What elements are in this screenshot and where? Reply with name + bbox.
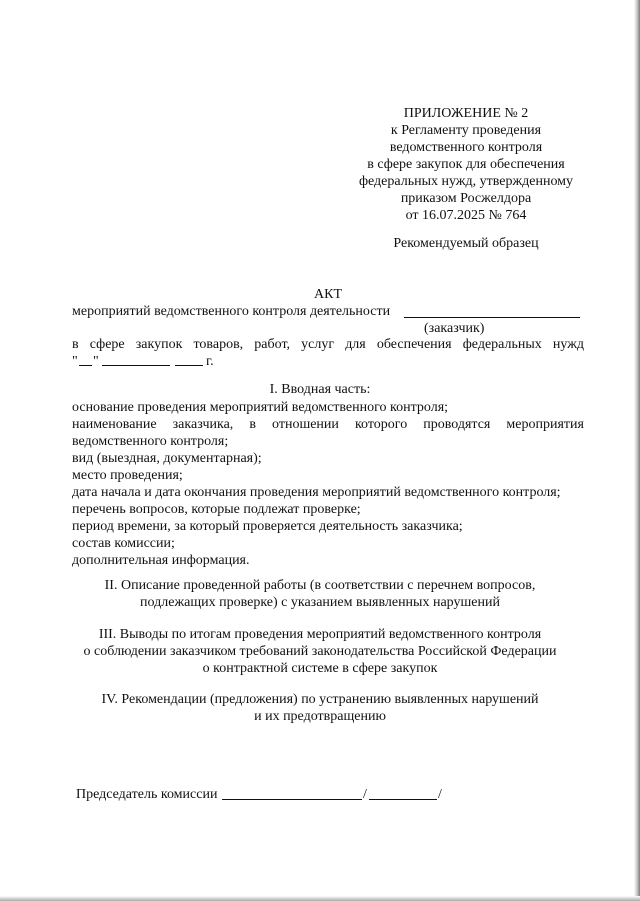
scope-word: товаров, (193, 337, 244, 352)
scope-word: услуг (301, 337, 335, 352)
section-3-line: о соблюдении заказчиком требований законодательства Российской Федерации (83, 644, 557, 659)
item-word: мероприятия (506, 417, 584, 432)
section-3-heading (70, 626, 570, 677)
appendix-line: ведомственного контроля (389, 140, 543, 155)
item-word: проводятся (423, 417, 491, 432)
appendix-line: федеральных нужд, утвержденному (358, 174, 574, 189)
scope-word: федеральных (462, 337, 542, 352)
section-2-line: подлежащих проверке) с указанием выявленных нарушений (140, 595, 500, 610)
appendix-order-date: от 16.07.2025 № 764 (405, 208, 527, 223)
section-4-line: и их предотвращению (254, 709, 386, 724)
day-blank (79, 365, 92, 366)
signature-separator: / (363, 787, 367, 802)
scope-word: сфере (89, 337, 125, 352)
date-quote-open: " (72, 354, 78, 369)
section-1-item: состав комиссии; (72, 536, 175, 551)
year-blank (175, 365, 203, 366)
appendix-title: ПРИЛОЖЕНИЕ № 2 (403, 106, 529, 121)
scan-edge-bottom (0, 896, 640, 901)
section-4-line: IV. Рекомендации (предложения) по устранению выявленных нарушений (101, 692, 539, 707)
section-1-item: перечень вопросов, которые подлежат проверке; (72, 502, 361, 517)
chairman-label: Председатель комиссии (76, 787, 218, 802)
section-1-item: ведомственного контроля; (72, 434, 229, 449)
scope-word: закупок (135, 337, 183, 352)
signature-blank (222, 799, 362, 800)
section-1-item: вид (выездная, документарная); (72, 451, 262, 466)
section-2-heading (70, 577, 570, 611)
appendix-line: к Регламенту проведения (390, 123, 542, 138)
appendix-line: в сфере закупок для обеспечения (367, 157, 565, 172)
name-blank (369, 799, 437, 800)
scope-word: в (72, 337, 79, 352)
sample-note: Рекомендуемый образец (393, 236, 539, 251)
scan-edge-right (634, 0, 640, 901)
act-date-line (72, 353, 222, 370)
item-word: которого (354, 417, 408, 432)
section-1-item (72, 416, 584, 433)
section-1-item: основание проведения мероприятий ведомственного контроля; (72, 400, 449, 415)
section-3-line: III. Выводы по итогам проведения мероприятий ведомственного контроля (98, 627, 542, 642)
scope-word: нужд (552, 337, 584, 352)
section-2-line: II. Описание проведенной работы (в соответствии с перечнем вопросов, (104, 578, 536, 593)
appendix-line: приказом Росжелдора (400, 191, 532, 206)
scope-word: обеспечения (376, 337, 452, 352)
section-1-heading: I. Вводная часть: (269, 382, 371, 397)
act-title: АКТ (314, 287, 342, 302)
signature-separator-end: / (438, 787, 442, 802)
scope-word: работ, (254, 337, 291, 352)
item-word: наименование (72, 417, 157, 432)
appendix-header (356, 105, 576, 224)
item-word: в (249, 417, 256, 432)
date-year-suffix: г. (206, 354, 214, 369)
section-1-item: дополнительная информация. (72, 553, 250, 568)
date-quote-close: " (93, 354, 99, 369)
section-4-heading (70, 691, 570, 725)
section-1-item: место проведения; (72, 468, 183, 483)
act-scope-line (72, 336, 584, 353)
customer-blank-line (404, 317, 580, 318)
act-subtitle: мероприятий ведомственного контроля деятельности (72, 304, 391, 319)
section-3-line: о контрактной системе в сфере закупок (202, 661, 438, 676)
customer-label: (заказчик) (424, 321, 485, 336)
month-blank (102, 365, 170, 366)
scope-word: для (345, 337, 366, 352)
item-word: заказчика, (172, 417, 234, 432)
section-1-item: дата начала и дата окончания проведения мероприятий ведомственного контроля; (72, 485, 561, 500)
section-1-item: период времени, за который проверяется деятельность заказчика; (72, 519, 463, 534)
item-word: отношении (272, 417, 339, 432)
